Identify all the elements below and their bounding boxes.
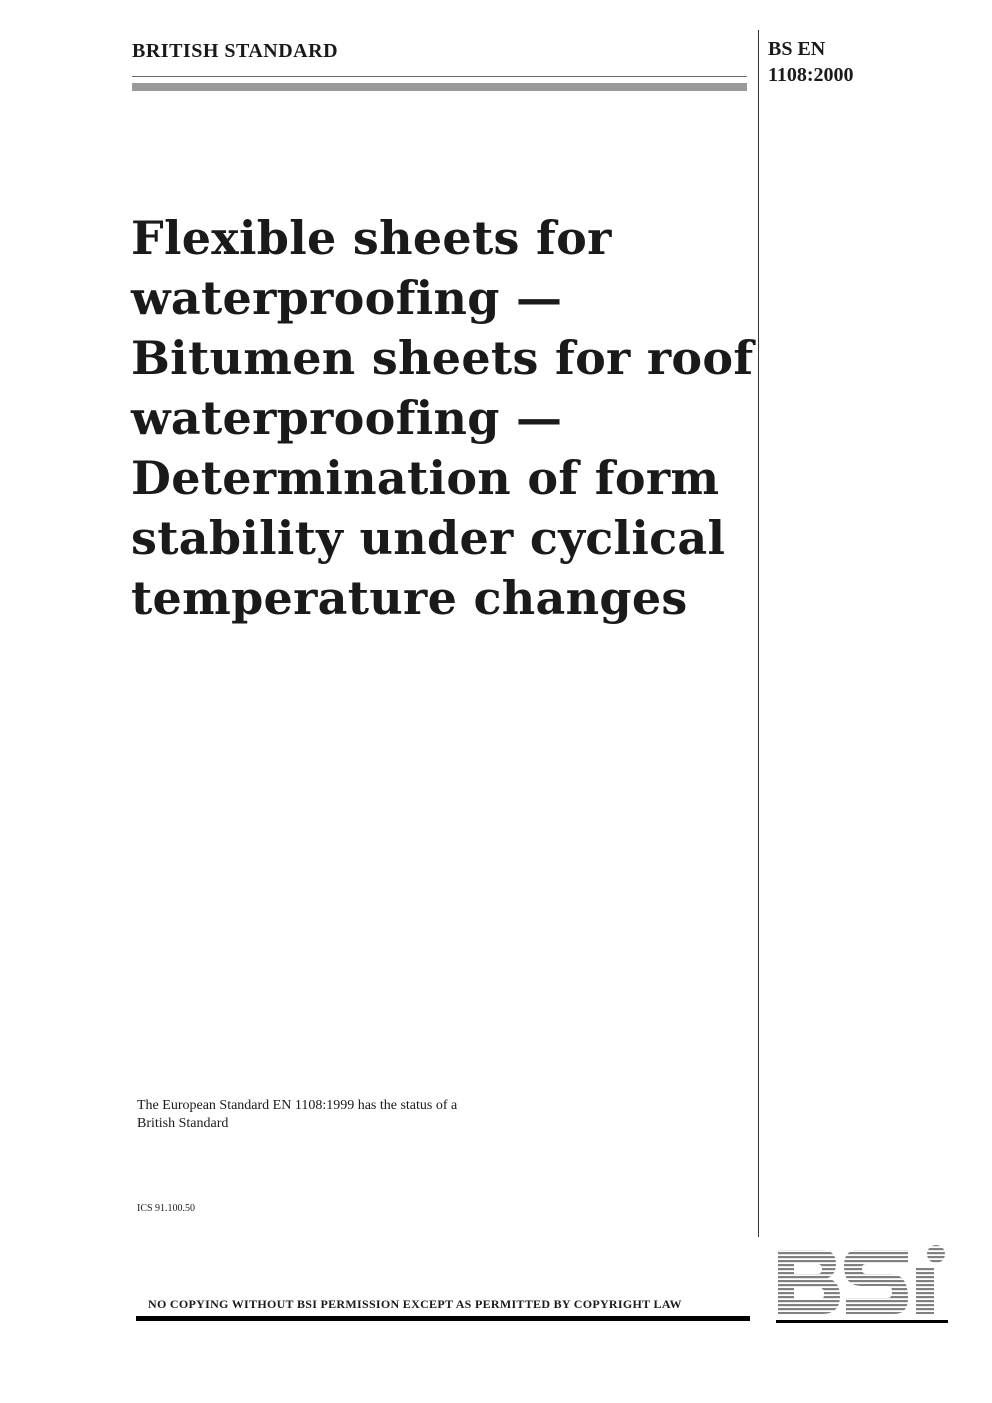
standard-number-line-2: 1108:2000 (768, 64, 854, 86)
status-note-line-1: The European Standard EN 1108:1999 has the status of a (137, 1098, 458, 1113)
bsi-logo (776, 1244, 948, 1324)
standard-number (768, 36, 854, 88)
title-line: Flexible sheets for (131, 211, 612, 265)
footer-rule (136, 1316, 750, 1321)
title-line: waterproofing — (131, 391, 563, 445)
title-line: waterproofing — (131, 271, 563, 325)
title-line: Bitumen sheets for roof (131, 331, 754, 385)
copyright-notice: NO COPYING WITHOUT BSI PERMISSION EXCEPT AS PERMITTED BY COPYRIGHT LAW (148, 1297, 682, 1311)
title-line: temperature changes (131, 571, 688, 625)
header-thin-rule (132, 76, 747, 77)
title-line: stability under cyclical (131, 511, 726, 565)
document-title (131, 208, 754, 628)
header-thick-rule (132, 83, 747, 91)
title-line: Determination of form (131, 451, 720, 505)
status-note (137, 1097, 457, 1133)
status-note-line-2: British Standard (137, 1116, 229, 1131)
header-label: BRITISH STANDARD (132, 40, 339, 62)
vertical-divider (758, 30, 759, 1237)
standard-number-line-1: BS EN (768, 38, 826, 60)
ics-code: ICS 91.100.50 (137, 1203, 196, 1214)
